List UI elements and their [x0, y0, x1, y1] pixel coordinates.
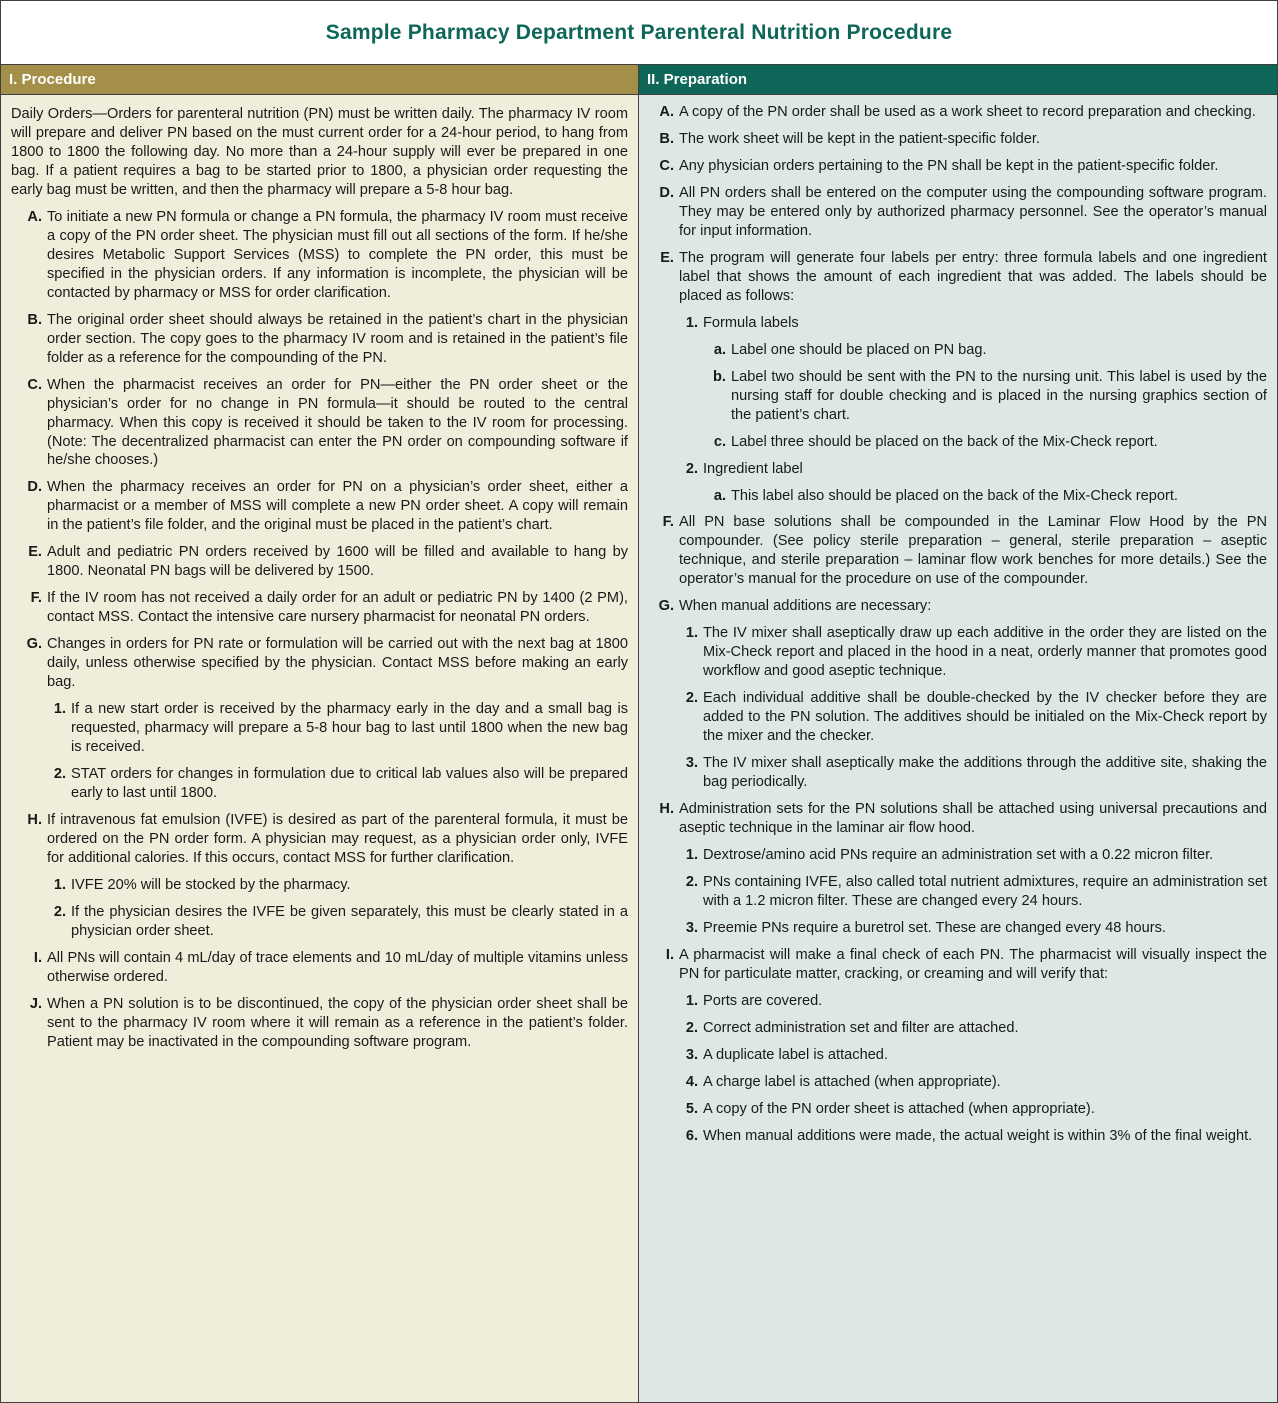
list-item-marker: B.	[27, 311, 42, 328]
list-item-marker: 2.	[685, 1019, 698, 1036]
list-item	[25, 811, 628, 868]
list-item-text: A pharmacist will make a final check of each PN. The pharmacist will visually inspect the PN for particulate matter, cracking, or creaming and will verify that:	[679, 946, 1267, 982]
list-item	[51, 765, 628, 803]
list-item	[683, 460, 1267, 479]
list-item-marker: 2.	[53, 766, 66, 783]
list-item-text: PNs containing IVFE, also called total nutrient admixtures, require an administration set with a 1.2 micron filter. These are changed every 24 hours.	[703, 873, 1267, 909]
list-item	[25, 589, 628, 627]
list-item-text: The work sheet will be kept in the patient-specific folder.	[679, 130, 1040, 147]
list-item	[711, 433, 1267, 452]
list-item-text: When the pharmacist receives an order for PN—either the PN order sheet or the physician’s order for no change in PN formula—it should be routed to the central pharmacy. When this copy is received it should be taken to the IV room for processing. (Note: The decentralized pharmacist can enter the PN order on compounding software if he/she chooses.)	[47, 376, 628, 469]
list-item	[657, 800, 1267, 838]
list-item-marker: I.	[665, 946, 674, 963]
list-item	[683, 1046, 1267, 1065]
list-item-text: The IV mixer shall aseptically draw up each additive in the order they are listed on the Mix-Check report and placed in the hood in a neat, orderly manner that promotes good workflow and good aseptic technique.	[703, 625, 1267, 680]
list-item	[657, 130, 1267, 149]
list-item-text: Label two should be sent with the PN to the nursing unit. This label is used by the nursing staff for double checking and is placed in the nursing graphics section of the patient’s chart.	[731, 368, 1267, 423]
list-item-text: Formula labels	[703, 314, 799, 331]
list-item-text: To initiate a new PN formula or change a PN formula, the pharmacy IV room must receive a copy of the PN order sheet. The physician must fill out all sections of the form. If he/she desires Metabolic Support Services (MSS) to complete the PN order, this must be specified in the physician orders. If any information is incomplete, the physician will be contacted by pharmacy or MSS for order clarification.	[47, 208, 628, 301]
list-item	[657, 249, 1267, 306]
procedure-intro-paragraph: Daily Orders—Orders for parenteral nutrition (PN) must be written daily. The pharmacy IV room will prepare and deliver PN based on the must current order for a 24-hour period, to hang from 1800 to 1800 the following day. No more than a 24-hour supply will ever be prepared in one bag. If a patient requires a bag to be started prior to 1800, a physician order requesting the early bag must be written, and then the pharmacy will prepare a 5-8 hour bag.	[11, 106, 628, 198]
list-item-text: Preemie PNs require a buretrol set. These are changed every 48 hours.	[703, 919, 1166, 936]
list-item-marker: D.	[659, 184, 674, 201]
list-item-marker: 1.	[53, 701, 66, 718]
list-item	[657, 157, 1267, 176]
list-item-text: The IV mixer shall aseptically make the additions through the additive site, shaking the bag periodically.	[703, 755, 1267, 791]
list-item-text: Label one should be placed on PN bag.	[731, 341, 987, 358]
preparation-item-list	[649, 103, 1267, 1146]
list-item	[711, 487, 1267, 506]
list-item-text: A copy of the PN order shall be used as a work sheet to record preparation and checking.	[679, 104, 1256, 120]
list-item-marker: 3.	[685, 1046, 698, 1063]
list-item	[25, 635, 628, 692]
list-item-text: If intravenous fat emulsion (IVFE) is desired as part of the parenteral formula, it must be ordered on the PN order form. A physician may request, as a physician order only, IVFE for additional calories. If this occurs, contact MSS for further clarification.	[47, 811, 628, 866]
list-item-marker: B.	[659, 130, 674, 147]
list-item-marker: I.	[33, 949, 42, 966]
section-header-preparation: II. Preparation	[639, 65, 1277, 95]
list-item-text: IVFE 20% will be stocked by the pharmacy.	[71, 876, 351, 893]
list-item	[711, 341, 1267, 360]
column-procedure	[1, 65, 639, 1402]
list-item-marker: A.	[27, 208, 42, 225]
list-item-text: All PN base solutions shall be compounded in the Laminar Flow Hood by the PN compounder. (See policy sterile preparation – general, sterile preparation – aseptic technique, and sterile preparation – laminar flow work benches for more details.) See the operator’s manual for the procedure on use of the compounder.	[679, 514, 1267, 588]
list-item-text: If the physician desires the IVFE be given separately, this must be clearly stated in a physician order sheet.	[71, 903, 628, 939]
list-item	[657, 184, 1267, 241]
list-item-marker: 1.	[53, 876, 66, 893]
list-item	[25, 478, 628, 535]
list-item-text: If the IV room has not received a daily order for an adult or pediatric PN by 1400 (2 PM), contact MSS. Contact the intensive care nursery pharmacist for neonatal PN orders.	[47, 590, 628, 626]
list-item-marker: 1.	[685, 992, 698, 1009]
list-item-marker: 6.	[685, 1127, 698, 1144]
column-preparation	[639, 65, 1277, 1402]
list-item-text: Label three should be placed on the back of the Mix-Check report.	[731, 433, 1158, 450]
list-item	[683, 1019, 1267, 1038]
list-item	[711, 368, 1267, 425]
list-item	[683, 873, 1267, 911]
list-item-marker: a.	[713, 341, 726, 358]
list-item	[25, 995, 628, 1052]
list-item	[657, 513, 1267, 589]
list-item-marker: 2.	[685, 460, 698, 477]
list-item-marker: G.	[26, 636, 42, 653]
list-item-text: Adult and pediatric PN orders received by 1600 will be filled and available to hang by 1800. Neonatal PN bags will be delivered by 1500.	[47, 544, 628, 580]
list-item	[51, 903, 628, 941]
list-item	[51, 876, 628, 895]
list-item-marker: 2.	[685, 690, 698, 707]
list-item-marker: 3.	[685, 919, 698, 936]
list-item-text: STAT orders for changes in formulation due to critical lab values also will be prepared early to last until 1800.	[71, 766, 628, 801]
list-item-text: Each individual additive shall be double-checked by the IV checker before they are added to the PN solution. The additives should be initialed on the Mix-Check report by the mixer and the checker.	[703, 690, 1267, 745]
list-item	[25, 949, 628, 987]
list-item-marker: 3.	[685, 755, 698, 772]
two-column-layout	[1, 65, 1277, 1402]
list-item-marker: C.	[27, 376, 42, 393]
list-item-text: A copy of the PN order sheet is attached (when appropriate).	[703, 1100, 1095, 1117]
list-item-text: When the pharmacy receives an order for PN on a physician’s order sheet, either a pharmacist or a member of MSS will complete a new PN order sheet. A copy will remain in the patient’s file folder, and the original must be placed in the patient’s chart.	[47, 479, 628, 534]
list-item-marker: J.	[29, 995, 42, 1012]
list-item-marker: G.	[658, 598, 674, 615]
list-item-marker: 2.	[53, 903, 66, 920]
list-item-text: When manual additions are necessary:	[679, 598, 932, 615]
list-item-marker: c.	[713, 433, 726, 450]
list-item-marker: D.	[27, 479, 42, 496]
list-item-marker: 1.	[685, 847, 698, 863]
list-item	[25, 543, 628, 581]
list-item-text: Any physician orders pertaining to the PN shall be kept in the patient-specific folder.	[679, 157, 1219, 174]
list-item-marker: H.	[27, 811, 42, 828]
list-item-text: All PN orders shall be entered on the computer using the compounding software program. They may be entered only by authorized pharmacy personnel. See the operator’s manual for input information.	[679, 184, 1267, 239]
list-item	[683, 314, 1267, 333]
list-item-marker: C.	[659, 157, 674, 174]
procedure-item-list	[11, 208, 628, 1052]
list-item-text: This label also should be placed on the back of the Mix-Check report.	[731, 487, 1178, 504]
list-item-marker: 1.	[685, 314, 698, 331]
page-title: Sample Pharmacy Department Parenteral Nutrition Procedure	[325, 20, 953, 44]
list-item-text: A duplicate label is attached.	[703, 1046, 888, 1063]
document-title-bar	[1, 1, 1277, 65]
list-item	[683, 689, 1267, 746]
list-item-marker: 1.	[685, 625, 698, 642]
list-item-text: Changes in orders for PN rate or formulation will be carried out with the next bag at 1800 daily, unless otherwise specified by the physician. Contact MSS before making an early bag.	[47, 636, 628, 691]
list-item	[683, 754, 1267, 792]
list-item-marker: E.	[28, 544, 42, 561]
list-item	[683, 624, 1267, 681]
list-item-text: Ingredient label	[703, 460, 803, 477]
list-item-text: When manual additions were made, the actual weight is within 3% of the final weight.	[703, 1127, 1253, 1144]
list-item	[25, 311, 628, 368]
list-item	[657, 597, 1267, 616]
list-item	[25, 376, 628, 471]
list-item	[657, 103, 1267, 122]
list-item-marker: F.	[662, 514, 674, 531]
list-item	[25, 208, 628, 303]
list-item-marker: A.	[659, 104, 674, 120]
list-item	[683, 919, 1267, 938]
section-body-procedure	[1, 95, 638, 1072]
list-item	[683, 1127, 1267, 1146]
list-item-marker: F.	[30, 590, 42, 607]
list-item-text: Correct administration set and filter are attached.	[703, 1019, 1019, 1036]
list-item	[657, 946, 1267, 984]
list-item-text: Ports are covered.	[703, 992, 823, 1009]
list-item	[51, 700, 628, 757]
list-item-text: All PNs will contain 4 mL/day of trace elements and 10 mL/day of multiple vitamins unless otherwise ordered.	[47, 949, 628, 985]
list-item-marker: a.	[713, 487, 726, 504]
list-item-marker: 2.	[685, 873, 698, 890]
section-header-procedure: I. Procedure	[1, 65, 638, 95]
list-item-marker: H.	[659, 801, 674, 818]
list-item	[683, 992, 1267, 1011]
list-item-text: The original order sheet should always be retained in the patient’s chart in the physician order section. The copy goes to the pharmacy IV room and is retained in the patient’s file folder as a reference for the compounding of the PN.	[47, 311, 628, 366]
list-item-marker: b.	[713, 368, 726, 385]
list-item-text: A charge label is attached (when appropriate).	[703, 1073, 1001, 1090]
list-item-marker: 5.	[685, 1100, 698, 1117]
list-item-marker: 4.	[685, 1073, 698, 1090]
list-item-marker: E.	[660, 249, 674, 266]
list-item-text: Administration sets for the PN solutions shall be attached using universal precautions and aseptic technique in the laminar air flow hood.	[679, 801, 1267, 837]
list-item-text: Dextrose/amino acid PNs require an administration set with a 0.22 micron filter.	[703, 847, 1214, 863]
list-item	[683, 1100, 1267, 1119]
section-body-preparation	[639, 95, 1277, 1166]
list-item-text: When a PN solution is to be discontinued, the copy of the physician order sheet shall be sent to the pharmacy IV room where it will remain as a reference in the patient’s folder. Patient may be inactivated in the compounding software program.	[47, 995, 628, 1050]
list-item	[683, 1073, 1267, 1092]
list-item-text: The program will generate four labels per entry: three formula labels and one ingredient label that shows the amount of each ingredient that was added. The labels should be placed as follows:	[679, 249, 1267, 304]
list-item	[683, 846, 1267, 865]
list-item-text: If a new start order is received by the pharmacy early in the day and a small bag is requested, pharmacy will prepare a 5-8 hour bag to last until 1800 when the new bag is received.	[71, 701, 628, 756]
